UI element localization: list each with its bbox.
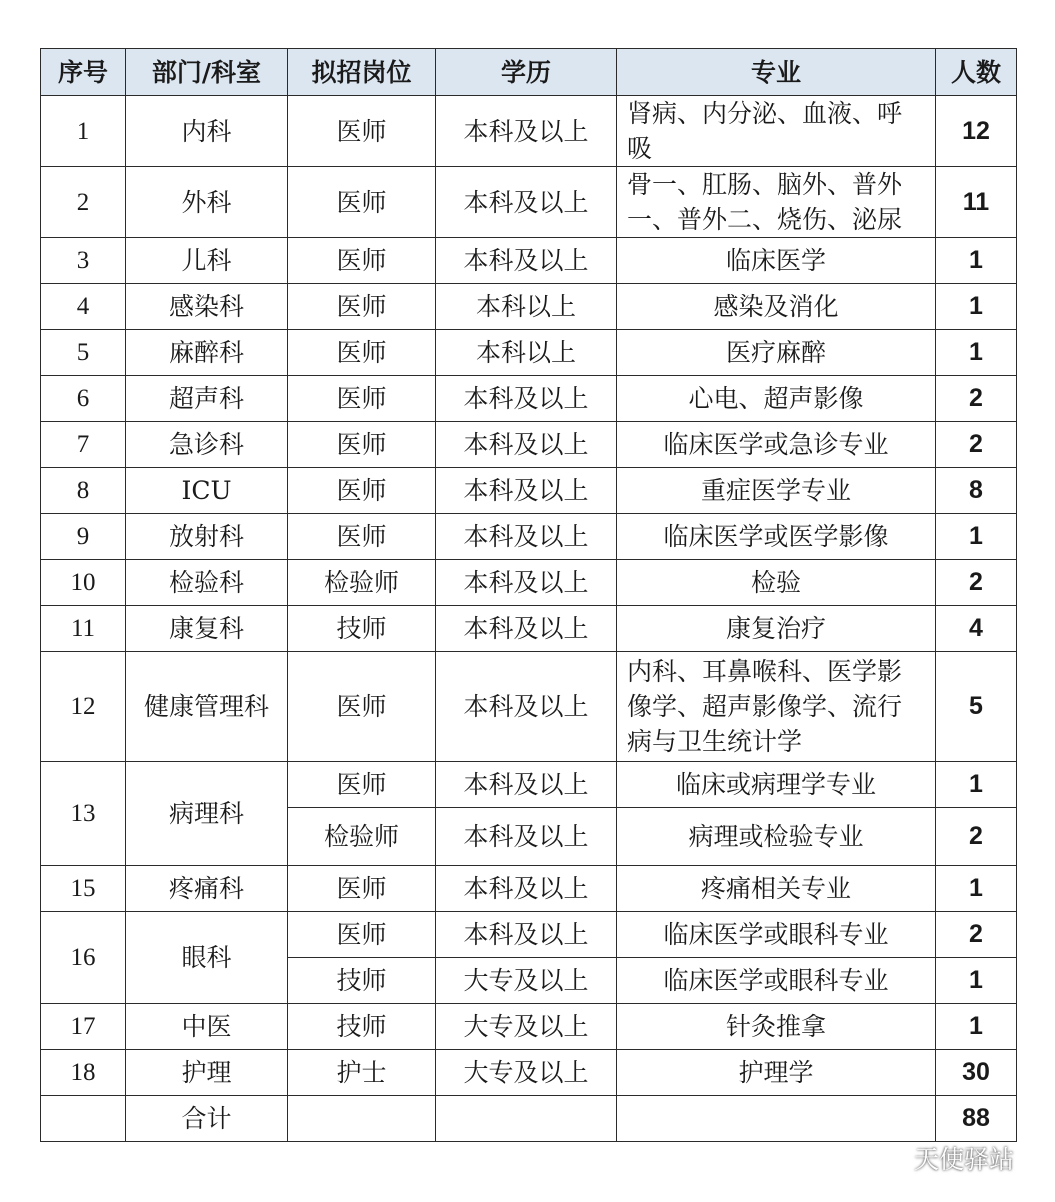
row-major: 肾病、内分泌、血液、呼吸 xyxy=(617,96,936,167)
row-count: 2 xyxy=(936,560,1017,606)
row-edu: 本科及以上 xyxy=(436,866,617,912)
row-edu: 本科及以上 xyxy=(436,468,617,514)
row-edu: 本科及以上 xyxy=(436,167,617,238)
row-count: 2 xyxy=(936,376,1017,422)
header-dept: 部门/科室 xyxy=(126,49,288,96)
total-row xyxy=(41,1096,1017,1142)
row-no: 17 xyxy=(41,1004,126,1050)
row-edu: 本科及以上 xyxy=(436,376,617,422)
row-dept: 检验科 xyxy=(126,560,288,606)
row-major: 重症医学专业 xyxy=(617,468,936,514)
table-row xyxy=(41,468,1017,514)
row-post: 医师 xyxy=(288,284,436,330)
row-no: 8 xyxy=(41,468,126,514)
row-count: 1 xyxy=(936,866,1017,912)
row-major: 临床医学 xyxy=(617,238,936,284)
table-row xyxy=(41,866,1017,912)
table-row xyxy=(41,96,1017,167)
row-post: 技师 xyxy=(288,606,436,652)
row-dept: 病理科 xyxy=(126,762,288,866)
row-major: 针灸推拿 xyxy=(617,1004,936,1050)
row-edu: 本科及以上 xyxy=(436,560,617,606)
row-edu: 大专及以上 xyxy=(436,958,617,1004)
row-count: 4 xyxy=(936,606,1017,652)
row-no: 6 xyxy=(41,376,126,422)
row-post: 技师 xyxy=(288,1004,436,1050)
total-count: 88 xyxy=(936,1096,1017,1142)
row-no: 13 xyxy=(41,762,126,866)
row-no: 1 xyxy=(41,96,126,167)
row-post: 医师 xyxy=(288,468,436,514)
row-major: 感染及消化 xyxy=(617,284,936,330)
row-major: 疼痛相关专业 xyxy=(617,866,936,912)
row-no: 15 xyxy=(41,866,126,912)
table-row xyxy=(41,284,1017,330)
table-row xyxy=(41,376,1017,422)
row-edu: 本科及以上 xyxy=(436,422,617,468)
row-major: 临床医学或眼科专业 xyxy=(617,958,936,1004)
row-dept: 感染科 xyxy=(126,284,288,330)
row-count: 1 xyxy=(936,762,1017,808)
row-edu: 本科及以上 xyxy=(436,96,617,167)
row-edu: 本科以上 xyxy=(436,330,617,376)
row-dept: 护理 xyxy=(126,1050,288,1096)
row-dept: 疼痛科 xyxy=(126,866,288,912)
row-count: 30 xyxy=(936,1050,1017,1096)
header-count: 人数 xyxy=(936,49,1017,96)
row-count: 2 xyxy=(936,422,1017,468)
row-post: 检验师 xyxy=(288,808,436,866)
row-post: 医师 xyxy=(288,330,436,376)
row-no: 12 xyxy=(41,652,126,762)
watermark xyxy=(878,1136,1014,1180)
table-row xyxy=(41,560,1017,606)
row-no: 3 xyxy=(41,238,126,284)
row-dept: 眼科 xyxy=(126,912,288,1004)
row-edu: 大专及以上 xyxy=(436,1050,617,1096)
row-count: 5 xyxy=(936,652,1017,762)
table-row xyxy=(41,514,1017,560)
row-post: 医师 xyxy=(288,912,436,958)
watermark-text: 天使驿站 xyxy=(914,1145,1015,1174)
row-major: 临床医学或医学影像 xyxy=(617,514,936,560)
row-dept: 急诊科 xyxy=(126,422,288,468)
table-row xyxy=(41,238,1017,284)
row-count: 8 xyxy=(936,468,1017,514)
row-edu: 本科及以上 xyxy=(436,514,617,560)
table-row xyxy=(41,1050,1017,1096)
header-edu: 学历 xyxy=(436,49,617,96)
row-dept: 超声科 xyxy=(126,376,288,422)
row-major: 检验 xyxy=(617,560,936,606)
table-row xyxy=(41,912,1017,958)
row-count: 2 xyxy=(936,912,1017,958)
table-row xyxy=(41,762,1017,808)
table-row xyxy=(41,167,1017,238)
row-no: 5 xyxy=(41,330,126,376)
table-row xyxy=(41,330,1017,376)
row-count: 1 xyxy=(936,330,1017,376)
row-count: 1 xyxy=(936,284,1017,330)
table-row xyxy=(41,652,1017,762)
row-dept: 放射科 xyxy=(126,514,288,560)
table-row xyxy=(41,606,1017,652)
row-major: 内科、耳鼻喉科、医学影像学、超声影像学、流行病与卫生统计学 xyxy=(617,652,936,762)
row-count: 11 xyxy=(936,167,1017,238)
row-major: 骨一、肛肠、脑外、普外一、普外二、烧伤、泌尿 xyxy=(617,167,936,238)
total-label: 合计 xyxy=(126,1096,288,1142)
row-dept: 麻醉科 xyxy=(126,330,288,376)
row-edu: 本科及以上 xyxy=(436,912,617,958)
row-post: 技师 xyxy=(288,958,436,1004)
row-post: 医师 xyxy=(288,762,436,808)
row-major: 护理学 xyxy=(617,1050,936,1096)
row-post: 医师 xyxy=(288,167,436,238)
table-row xyxy=(41,422,1017,468)
wechat-icon xyxy=(878,1145,908,1171)
row-post: 护士 xyxy=(288,1050,436,1096)
header-row xyxy=(41,49,1017,96)
row-major: 临床医学或急诊专业 xyxy=(617,422,936,468)
header-major: 专业 xyxy=(617,49,936,96)
row-no: 10 xyxy=(41,560,126,606)
row-dept: 内科 xyxy=(126,96,288,167)
row-post: 医师 xyxy=(288,238,436,284)
header-post: 拟招岗位 xyxy=(288,49,436,96)
row-dept: 康复科 xyxy=(126,606,288,652)
row-count: 1 xyxy=(936,958,1017,1004)
row-count: 1 xyxy=(936,238,1017,284)
row-dept: ICU xyxy=(126,468,288,514)
row-edu: 大专及以上 xyxy=(436,1004,617,1050)
row-edu: 本科及以上 xyxy=(436,652,617,762)
row-edu: 本科及以上 xyxy=(436,606,617,652)
row-post: 医师 xyxy=(288,96,436,167)
row-edu: 本科及以上 xyxy=(436,762,617,808)
row-count: 12 xyxy=(936,96,1017,167)
row-major: 康复治疗 xyxy=(617,606,936,652)
row-dept: 健康管理科 xyxy=(126,652,288,762)
row-post: 医师 xyxy=(288,376,436,422)
table-row xyxy=(41,1004,1017,1050)
row-major: 临床或病理学专业 xyxy=(617,762,936,808)
row-dept: 儿科 xyxy=(126,238,288,284)
row-post: 医师 xyxy=(288,422,436,468)
row-edu: 本科以上 xyxy=(436,284,617,330)
row-dept: 中医 xyxy=(126,1004,288,1050)
row-post: 医师 xyxy=(288,652,436,762)
row-major: 临床医学或眼科专业 xyxy=(617,912,936,958)
row-post: 检验师 xyxy=(288,560,436,606)
row-no: 4 xyxy=(41,284,126,330)
total-edu xyxy=(436,1096,617,1142)
row-count: 1 xyxy=(936,514,1017,560)
row-dept: 外科 xyxy=(126,167,288,238)
row-post: 医师 xyxy=(288,514,436,560)
row-no: 7 xyxy=(41,422,126,468)
row-edu: 本科及以上 xyxy=(436,238,617,284)
row-no: 16 xyxy=(41,912,126,1004)
row-post: 医师 xyxy=(288,866,436,912)
row-count: 1 xyxy=(936,1004,1017,1050)
row-major: 心电、超声影像 xyxy=(617,376,936,422)
row-edu: 本科及以上 xyxy=(436,808,617,866)
row-count: 2 xyxy=(936,808,1017,866)
total-no xyxy=(41,1096,126,1142)
row-no: 11 xyxy=(41,606,126,652)
recruitment-table xyxy=(40,48,1017,1142)
row-major: 病理或检验专业 xyxy=(617,808,936,866)
row-major: 医疗麻醉 xyxy=(617,330,936,376)
row-no: 18 xyxy=(41,1050,126,1096)
header-no: 序号 xyxy=(41,49,126,96)
row-no: 2 xyxy=(41,167,126,238)
total-major xyxy=(617,1096,936,1142)
row-no: 9 xyxy=(41,514,126,560)
total-post xyxy=(288,1096,436,1142)
